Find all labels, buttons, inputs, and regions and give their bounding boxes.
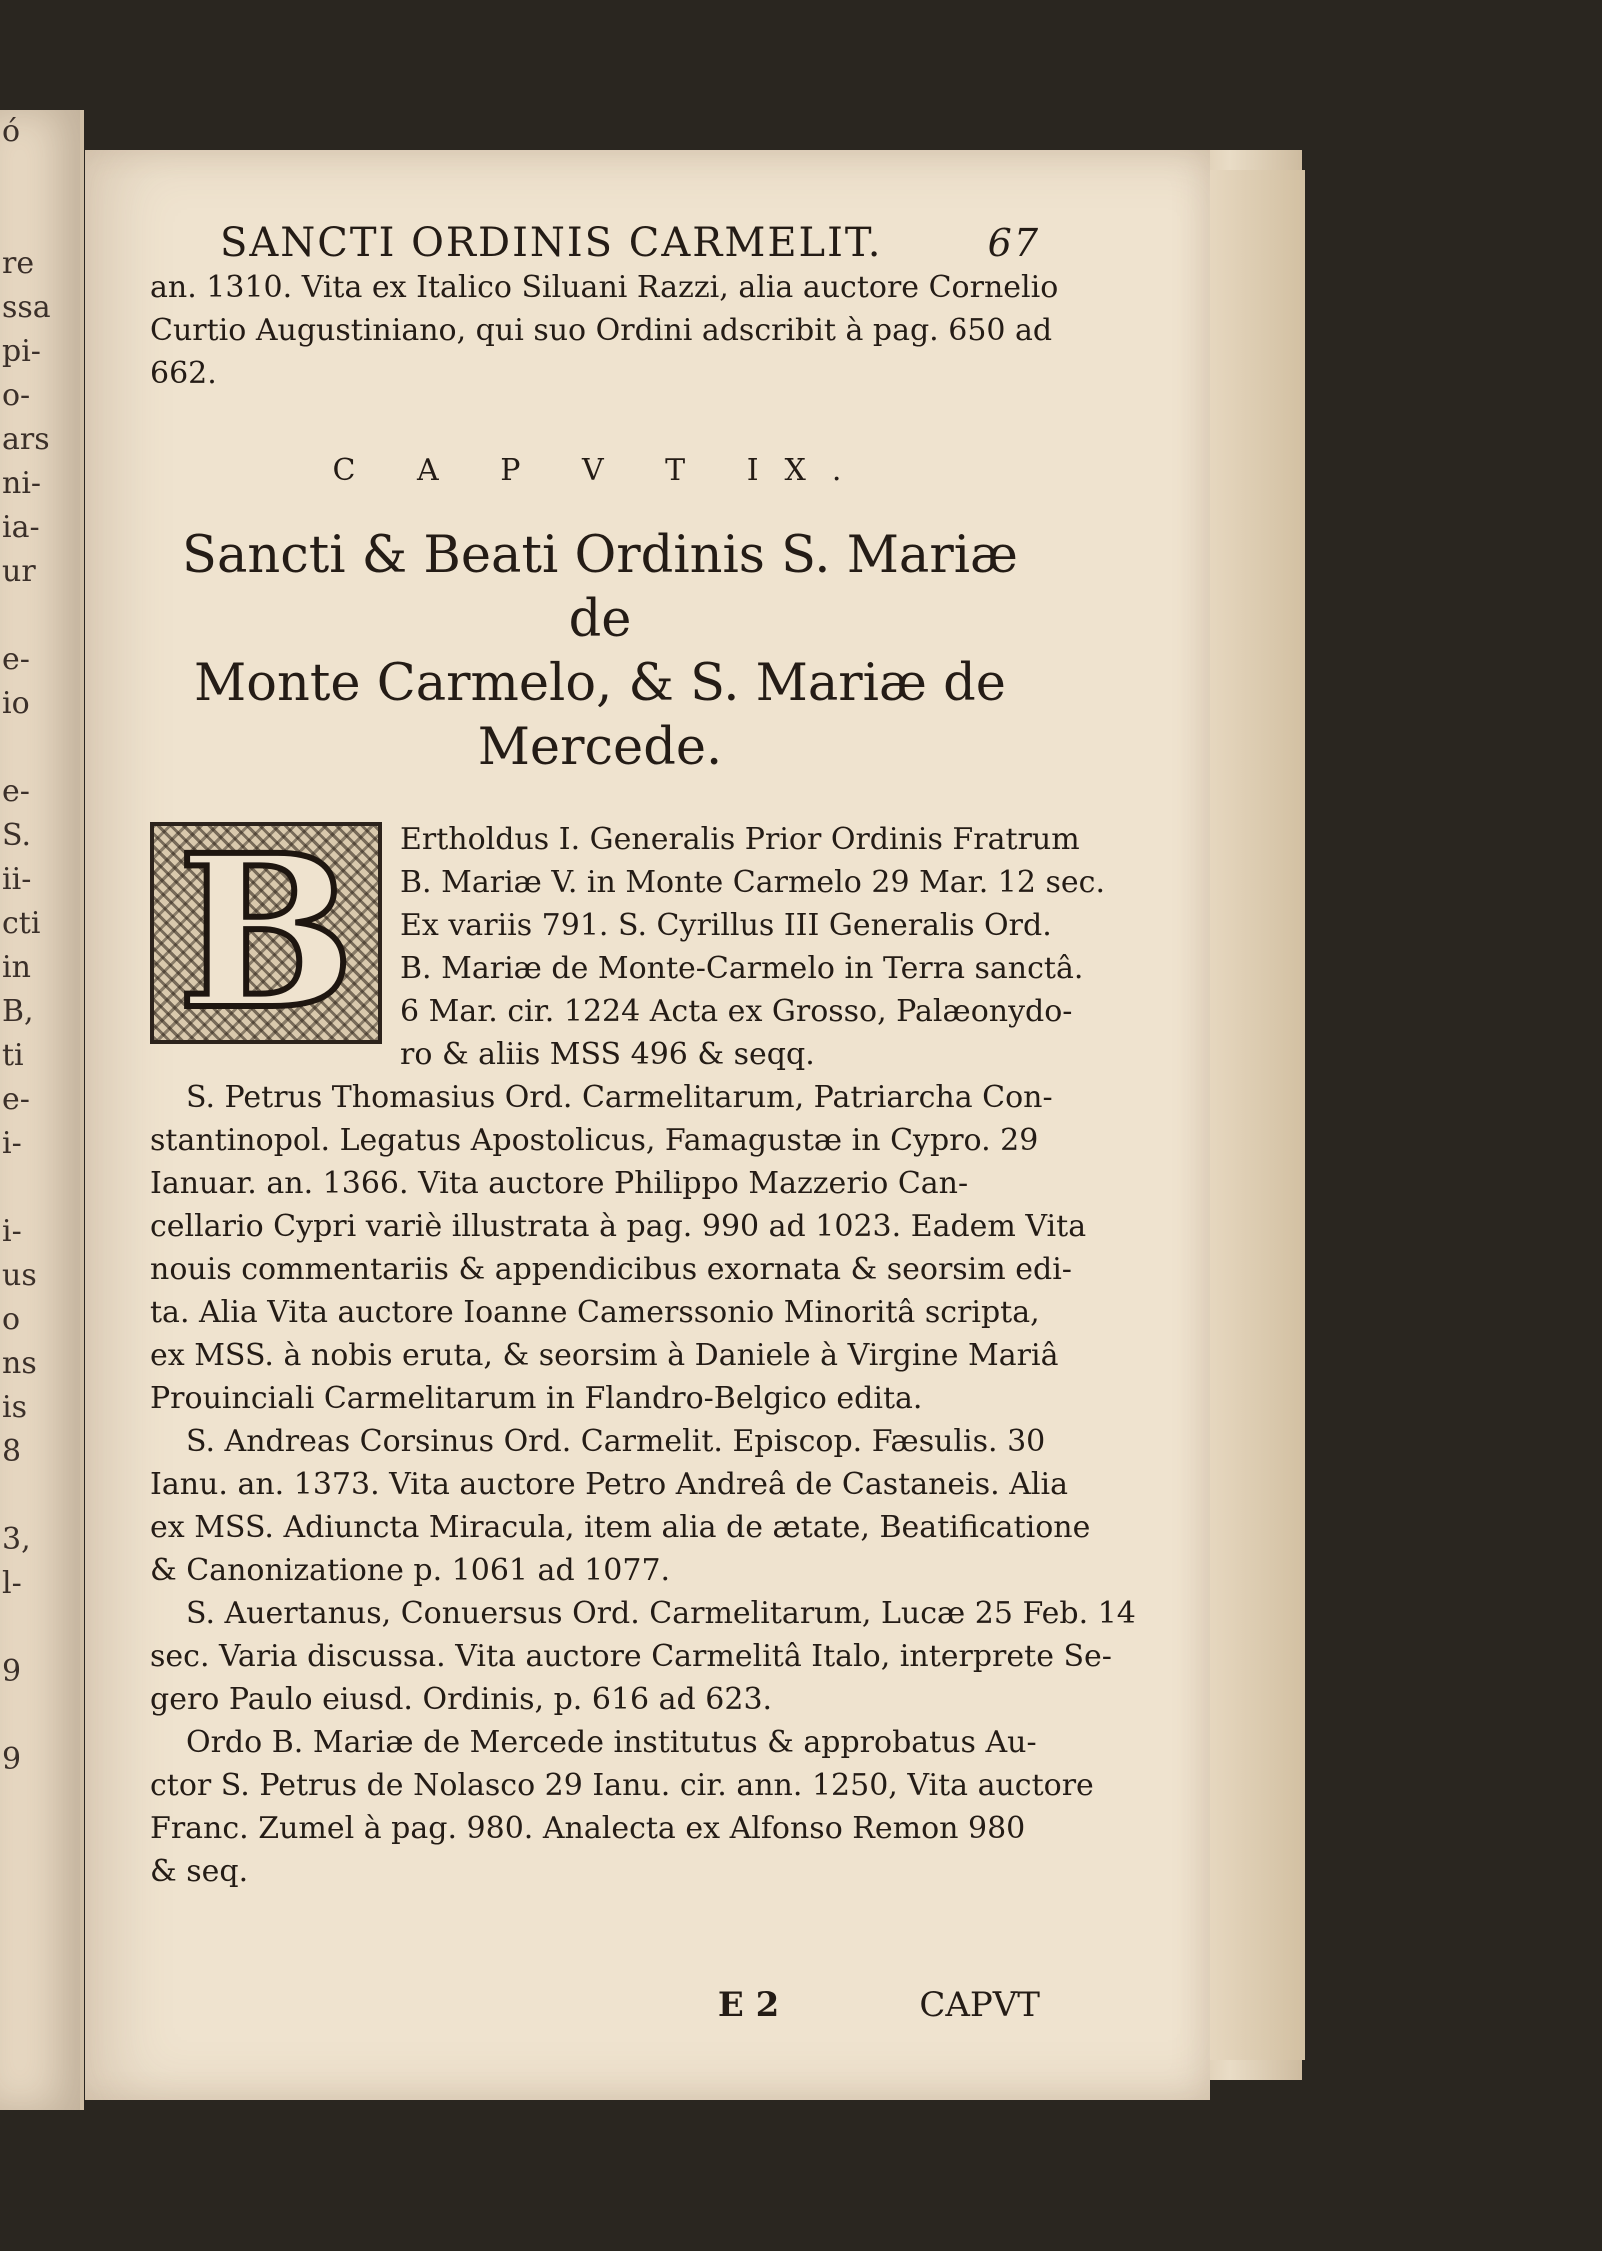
left-margin-fragment: ti bbox=[2, 1038, 24, 1073]
page-stack-edge-inner bbox=[1210, 170, 1305, 2060]
text-line: Ertholdus I. Generalis Prior Ordinis Fratrum bbox=[400, 822, 1080, 857]
text-line: ctor S. Petrus de Nolasco 29 Ianu. cir. ann. 1250, Vita auctore bbox=[150, 1768, 1094, 1803]
text-line: S. Petrus Thomasius Ord. Carmelitarum, Patriarcha Con- bbox=[186, 1080, 1053, 1115]
text-line: B. Mariæ de Monte-Carmelo in Terra sanctâ. bbox=[400, 951, 1084, 986]
title-line: Monte Carmelo, & S. Mariæ de bbox=[194, 654, 1006, 713]
page-number: 67 bbox=[987, 221, 1040, 265]
text-line: S. Auertanus, Conuersus Ord. Carmelitarum, Lucæ 25 Feb. 14 bbox=[186, 1596, 1136, 1631]
left-margin-fragment: ni- bbox=[2, 466, 42, 501]
left-margin-fragment: ii- bbox=[2, 862, 32, 897]
text-line: Franc. Zumel à pag. 980. Analecta ex Alfonso Remon 980 bbox=[150, 1811, 1026, 1846]
left-margin-fragment: ars bbox=[2, 422, 50, 457]
left-margin-fragment bbox=[0, 1606, 80, 1650]
signature-mark: E 2 bbox=[717, 1985, 780, 2025]
intro-line: Curtio Augustiniano, qui suo Ordini adscribit à pag. 650 ad bbox=[150, 313, 1053, 348]
text-line: Ianuar. an. 1366. Vita auctore Philippo Mazzerio Can- bbox=[150, 1166, 969, 1201]
left-margin-fragment: i- bbox=[2, 1126, 22, 1161]
left-margin-fragment bbox=[0, 1166, 80, 1210]
left-margin-fragment: 9 bbox=[2, 1654, 22, 1689]
left-margin-fragment: cti bbox=[2, 906, 41, 941]
left-margin-fragment: i- bbox=[2, 1214, 22, 1249]
left-margin-fragment: l- bbox=[2, 1566, 22, 1601]
chapter-heading: C A P V T IX. bbox=[332, 453, 868, 488]
chapter-title bbox=[150, 524, 1050, 780]
left-margin-fragment: 8 bbox=[2, 1434, 22, 1469]
text-line: S. Andreas Corsinus Ord. Carmelit. Episcop. Fæsulis. 30 bbox=[186, 1424, 1046, 1459]
text-line: Ianu. an. 1373. Vita auctore Petro Andreâ de Castaneis. Alia bbox=[150, 1467, 1068, 1502]
text-line: stantinopol. Legatus Apostolicus, Famagustæ in Cypro. 29 bbox=[150, 1123, 1039, 1158]
left-margin-fragment: ó bbox=[2, 114, 21, 149]
left-margin-fragment: o bbox=[2, 1302, 21, 1337]
left-margin-fragment: re bbox=[2, 246, 35, 281]
text-line: cellario Cypri variè illustrata à pag. 990 ad 1023. Eadem Vita bbox=[150, 1209, 1087, 1244]
left-margin-fragment: in bbox=[2, 950, 31, 985]
left-margin-fragment: pi- bbox=[2, 334, 41, 369]
decorated-initial bbox=[150, 809, 382, 1056]
left-page-edge bbox=[0, 110, 84, 2110]
left-margin-fragment: ns bbox=[2, 1346, 37, 1381]
left-margin-fragment bbox=[0, 198, 80, 242]
left-margin-fragment bbox=[0, 726, 80, 770]
intro-text bbox=[150, 266, 1059, 395]
text-line: ex MSS. Adiuncta Miracula, item alia de ætate, Beatificatione bbox=[150, 1510, 1091, 1545]
left-margin-fragment: us bbox=[2, 1258, 37, 1293]
running-title: SANCTI ORDINIS CARMELIT. bbox=[220, 220, 883, 266]
catchword: CAPVT bbox=[919, 1985, 1040, 2025]
left-margin-fragment: ur bbox=[2, 554, 36, 589]
text-line: 6 Mar. cir. 1224 Acta ex Grosso, Palæonydo- bbox=[400, 994, 1073, 1029]
page-footer bbox=[150, 1985, 1050, 2025]
left-margin-fragment: 3, bbox=[2, 1522, 31, 1557]
body-text bbox=[150, 1076, 1136, 1893]
text-line: sec. Varia discussa. Vita auctore Carmelitâ Italo, interprete Se- bbox=[150, 1639, 1112, 1674]
left-margin-fragment: ia- bbox=[2, 510, 40, 545]
text-line: ro & aliis MSS 496 & seqq. bbox=[400, 1037, 815, 1072]
left-margin-fragment: B, bbox=[2, 994, 34, 1029]
left-margin-fragment bbox=[0, 1474, 80, 1518]
page-content bbox=[150, 220, 1136, 2025]
left-margin-fragment: S. bbox=[2, 818, 32, 853]
left-margin-fragment: e- bbox=[2, 774, 30, 809]
left-margin-fragment: e- bbox=[2, 642, 30, 677]
title-line: Sancti & Beati Ordinis S. Mariæ de bbox=[182, 526, 1018, 649]
running-head bbox=[220, 220, 1040, 266]
left-margin-fragment: 9 bbox=[2, 1742, 22, 1777]
text-line: ta. Alia Vita auctore Ioanne Camerssonio Minoritâ scripta, bbox=[150, 1295, 1040, 1330]
text-line: Ex variis 791. S. Cyrillus III Generalis Ord. bbox=[400, 908, 1052, 943]
intro-line: 662. bbox=[150, 356, 217, 391]
text-line: gero Paulo eiusd. Ordinis, p. 616 ad 623. bbox=[150, 1682, 773, 1717]
text-line: & Canonizatione p. 1061 ad 1077. bbox=[150, 1553, 671, 1588]
text-line: nouis commentariis & appendicibus exornata & seorsim edi- bbox=[150, 1252, 1072, 1287]
left-margin-fragment: io bbox=[2, 686, 30, 721]
title-line: Mercede. bbox=[477, 718, 723, 777]
left-margin-fragment: e- bbox=[2, 1082, 30, 1117]
left-margin-text bbox=[0, 110, 80, 1782]
text-line: & seq. bbox=[150, 1854, 249, 1889]
left-margin-fragment: is bbox=[2, 1390, 27, 1425]
left-margin-fragment bbox=[0, 154, 80, 198]
first-paragraph-lines bbox=[400, 818, 1105, 1076]
text-line: Prouinciali Carmelitarum in Flandro-Belgico edita. bbox=[150, 1381, 923, 1416]
text-line: Ordo B. Mariæ de Mercede institutus & approbatus Au- bbox=[186, 1725, 1037, 1760]
left-margin-fragment bbox=[0, 594, 80, 638]
left-margin-fragment: o- bbox=[2, 378, 31, 413]
intro-line: an. 1310. Vita ex Italico Siluani Razzi, alia auctore Cornelio bbox=[150, 270, 1059, 305]
left-margin-fragment: ssa bbox=[2, 290, 51, 325]
first-paragraph bbox=[150, 809, 1105, 1076]
text-line: B. Mariæ V. in Monte Carmelo 29 Mar. 12 sec. bbox=[400, 865, 1105, 900]
initial-letter: B bbox=[177, 809, 355, 1056]
left-margin-fragment bbox=[0, 1694, 80, 1738]
text-line: ex MSS. à nobis eruta, & seorsim à Daniele à Virgine Mariâ bbox=[150, 1338, 1059, 1373]
